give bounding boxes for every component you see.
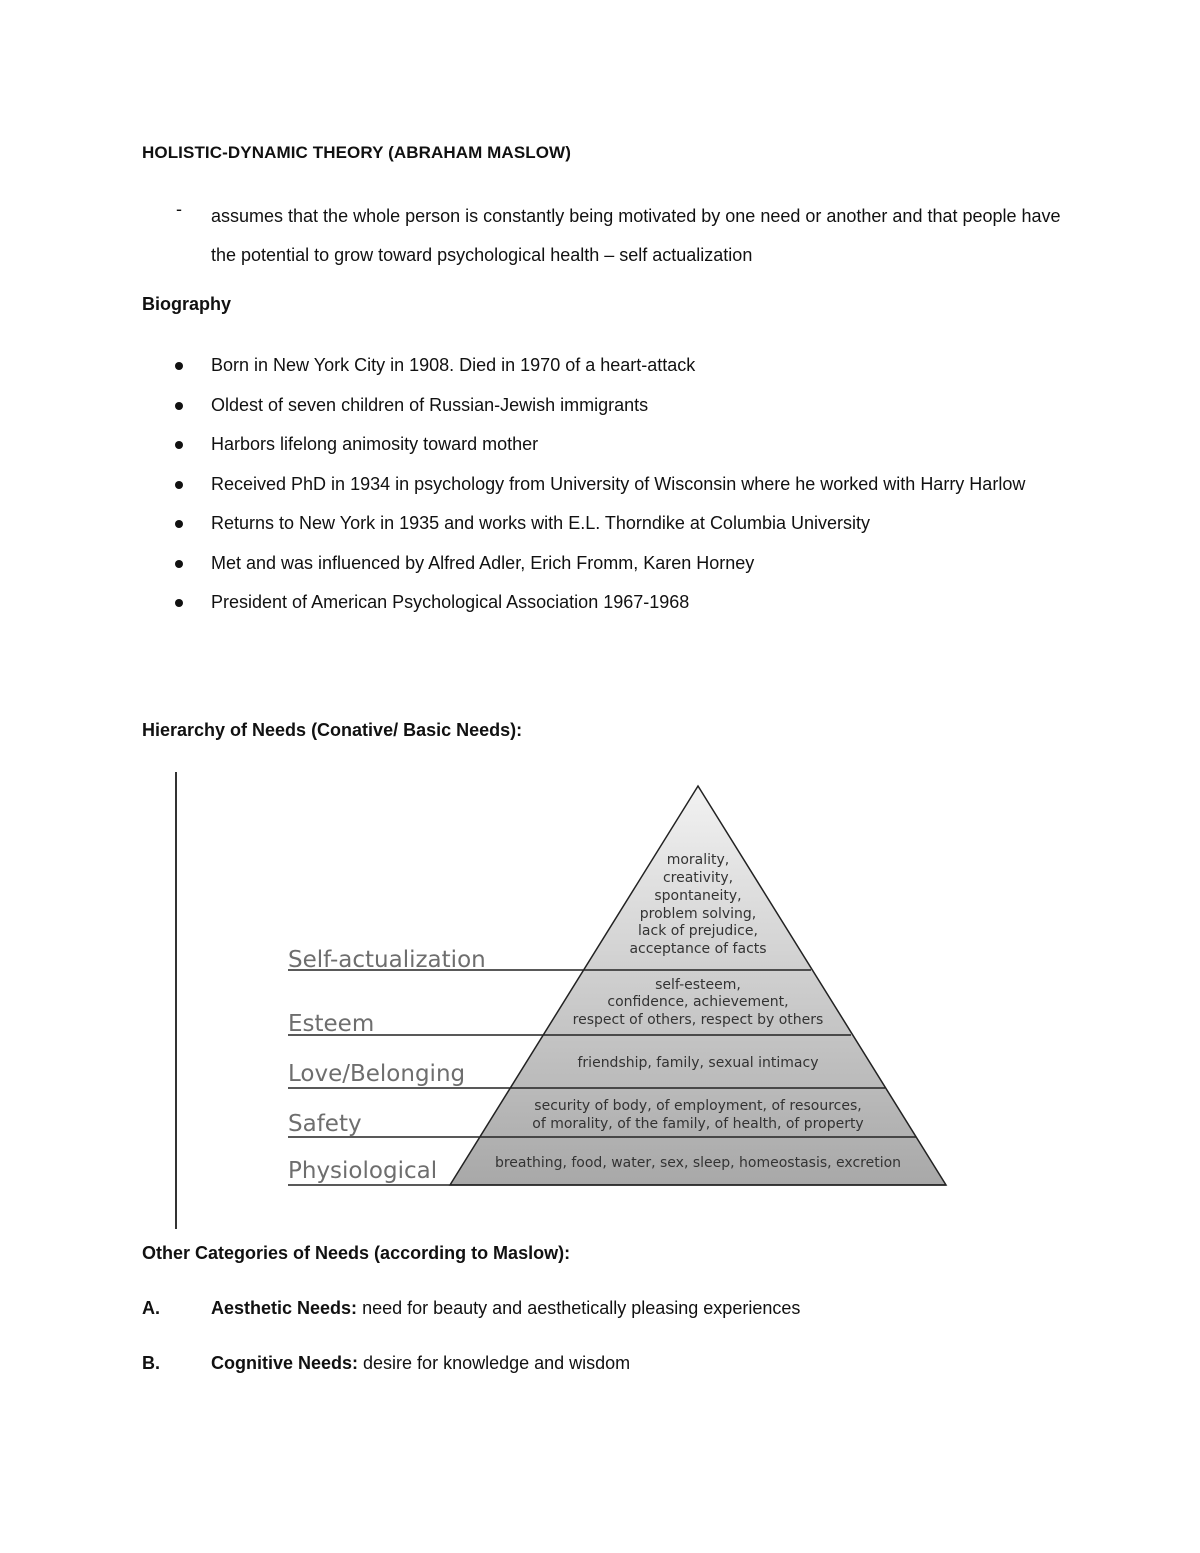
other-needs-heading: Other Categories of Needs (according to Maslow): — [142, 1243, 571, 1263]
item-letter: A. — [142, 1298, 160, 1318]
bullet-icon — [175, 560, 183, 568]
biography-list — [0, 346, 1100, 623]
item-term: Cognitive Needs: — [211, 1353, 359, 1373]
level-name-physiological: Physiological — [288, 1158, 438, 1184]
bullet-icon — [175, 599, 183, 607]
list-item-text: Met and was influenced by Alfred Adler, Erich Fromm, Karen Horney — [211, 552, 755, 573]
bullet-icon — [175, 520, 183, 528]
maslow-pyramid-diagram — [280, 780, 960, 1190]
level-desc-line: problem solving, — [639, 906, 757, 922]
list-item-text: President of American Psychological Association 1967-1968 — [211, 592, 690, 612]
list-item — [0, 346, 1071, 386]
list-item — [0, 386, 1071, 426]
bullet-icon — [175, 441, 183, 449]
level-desc-line: security of body, of employment, of resources, — [534, 1098, 862, 1114]
item-letter: B. — [142, 1353, 160, 1373]
level-desc-line: breathing, food, water, sex, sleep, homeostasis, excretion — [494, 1155, 902, 1171]
list-item-text: Born in New York City in 1908. Died in 1970 of a heart-attack — [211, 355, 696, 375]
level-desc-line: acceptance of facts — [629, 941, 767, 957]
list-item — [0, 465, 1071, 505]
level-name-self-actualization: Self-actualization — [288, 947, 486, 973]
level-desc-line: lack of prejudice, — [638, 923, 758, 939]
level-desc-line: respect of others, respect by others — [572, 1012, 824, 1028]
bullet-icon — [175, 362, 183, 370]
level-desc-line: of morality, of the family, of health, of property — [532, 1116, 864, 1132]
list-item — [0, 583, 1071, 623]
page-title: HOLISTIC-DYNAMIC THEORY (ABRAHAM MASLOW) — [142, 143, 571, 162]
level-desc-line: morality, — [666, 852, 730, 868]
item-body — [211, 1353, 630, 1374]
item-desc: need for beauty and aesthetically pleasing experiences — [357, 1298, 801, 1318]
level-desc-line: friendship, family, sexual intimacy — [577, 1055, 819, 1071]
level-desc-line: spontaneity, — [654, 888, 742, 904]
level-name-esteem: Esteem — [288, 1011, 375, 1037]
item-desc: desire for knowledge and wisdom — [358, 1353, 631, 1373]
bullet-icon — [175, 402, 183, 410]
list-item-text: Harbors lifelong animosity toward mother — [211, 434, 539, 454]
list-item — [0, 544, 1071, 584]
item-body — [211, 1298, 800, 1319]
level-desc-line: creativity, — [662, 870, 734, 886]
vertical-rule — [175, 772, 177, 1229]
biography-heading: Biography — [142, 294, 232, 314]
list-item-text: Returns to New York in 1935 and works with E.L. Thorndike at Columbia University — [211, 513, 870, 533]
list-item — [0, 504, 1071, 544]
bullet-icon — [175, 481, 183, 489]
level-name-safety: Safety — [288, 1111, 362, 1137]
level-desc-line: self-esteem, — [655, 977, 741, 993]
level-name-love-belonging: Love/Belonging — [288, 1061, 466, 1087]
list-item — [0, 425, 1071, 465]
level-desc-line: confidence, achievement, — [607, 994, 789, 1010]
intro-dash: - — [176, 199, 182, 219]
item-term: Aesthetic Needs: — [211, 1298, 358, 1318]
list-item-text: Oldest of seven children of Russian-Jewish immigrants — [211, 394, 649, 415]
hierarchy-heading: Hierarchy of Needs (Conative/ Basic Needs): — [142, 720, 523, 740]
list-item-text: Received PhD in 1934 in psychology from University of Wisconsin where he worked with Harry Harlow — [211, 473, 1026, 494]
intro-text: assumes that the whole person is constantly being motivated by one need or another and that people have the potential to grow toward psychological health – self actualization — [211, 206, 1061, 265]
